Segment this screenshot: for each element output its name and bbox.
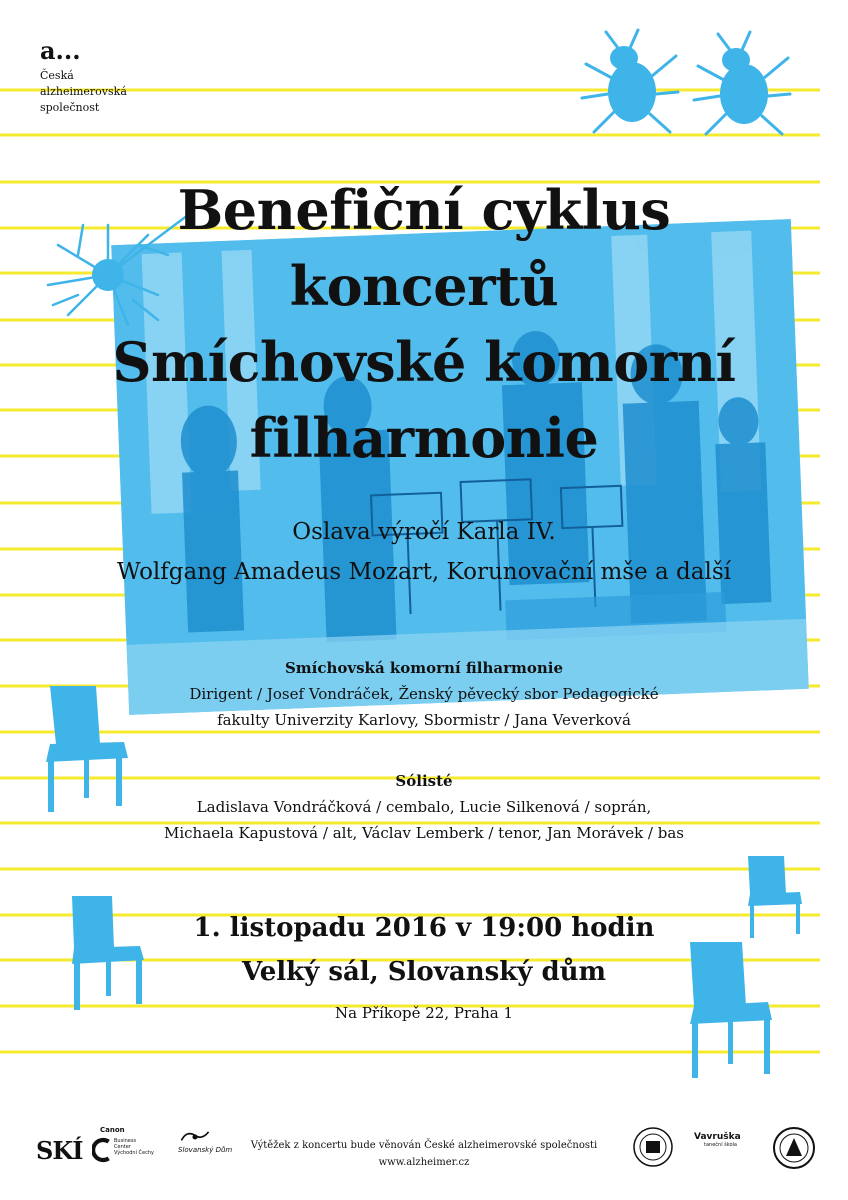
subtitle-line: Oslava výročí Karla IV. (292, 519, 556, 545)
event-subtitle (0, 512, 848, 592)
event-title (0, 172, 848, 476)
performers-block (0, 655, 848, 733)
footer-website[interactable]: www.alzheimer.cz (378, 1157, 470, 1168)
vavruska-name: Vavruška (694, 1132, 741, 1142)
beetle-icon (578, 28, 682, 136)
event-address: Na Příkopě 22, Praha 1 (334, 1004, 513, 1022)
organization-name (40, 68, 127, 116)
soloists-block (0, 768, 848, 846)
title-line: koncertů (289, 254, 559, 318)
performers-line: Dirigent / Josef Vondráček, Ženský pěvecký sbor Pedagogické (189, 685, 659, 703)
title-line: filharmonie (249, 406, 599, 470)
soloists-heading: Sólisté (395, 772, 453, 790)
organization-name-line: alzheimerovská (40, 85, 127, 98)
vavruska-logo (694, 1132, 764, 1148)
performers-heading: Smíchovská komorní filharmonie (284, 659, 564, 677)
slovansky-dum-text: Slovanský Dům (178, 1146, 233, 1154)
emblem-seal-icon (772, 1126, 816, 1170)
title-line: Benefiční cyklus (177, 178, 671, 242)
canon-line: Východní Čechy (114, 1150, 154, 1156)
choir-seal-icon (632, 1126, 674, 1168)
canon-line: Business (114, 1138, 137, 1144)
subtitle-line: Wolfgang Amadeus Mozart, Korunovační mše a další (116, 559, 731, 585)
organization-name-line: Česká (40, 69, 74, 82)
performers-line: fakulty Univerzity Karlovy, Sbormistr / Jana Veverková (217, 711, 631, 729)
ski-logo: SKÍ (36, 1136, 83, 1165)
canon-line: Center (114, 1144, 131, 1150)
event-venue: Velký sál, Slovanský dům (241, 957, 607, 987)
organization-name-line: společnost (40, 101, 100, 114)
canon-brand: Canon (100, 1126, 125, 1134)
soloists-line: Michaela Kapustová / alt, Václav Lemberk / tenor, Jan Morávek / bas (163, 824, 684, 842)
footer-note: Výtěžek z koncertu bude věnován České alzheimerovské společnosti (250, 1140, 598, 1151)
beetle-icon (690, 30, 794, 138)
organization-logo: a... (40, 36, 81, 65)
canon-business-center-logo (92, 1126, 154, 1156)
vavruska-sub: taneční škola (704, 1142, 738, 1148)
soloists-line: Ladislava Vondráčková / cembalo, Lucie Silkenová / soprán, (196, 798, 652, 816)
event-datetime-venue (0, 906, 848, 994)
title-line: Smíchovské komorní (112, 330, 736, 394)
event-datetime: 1. listopadu 2016 v 19:00 hodin (193, 913, 655, 943)
